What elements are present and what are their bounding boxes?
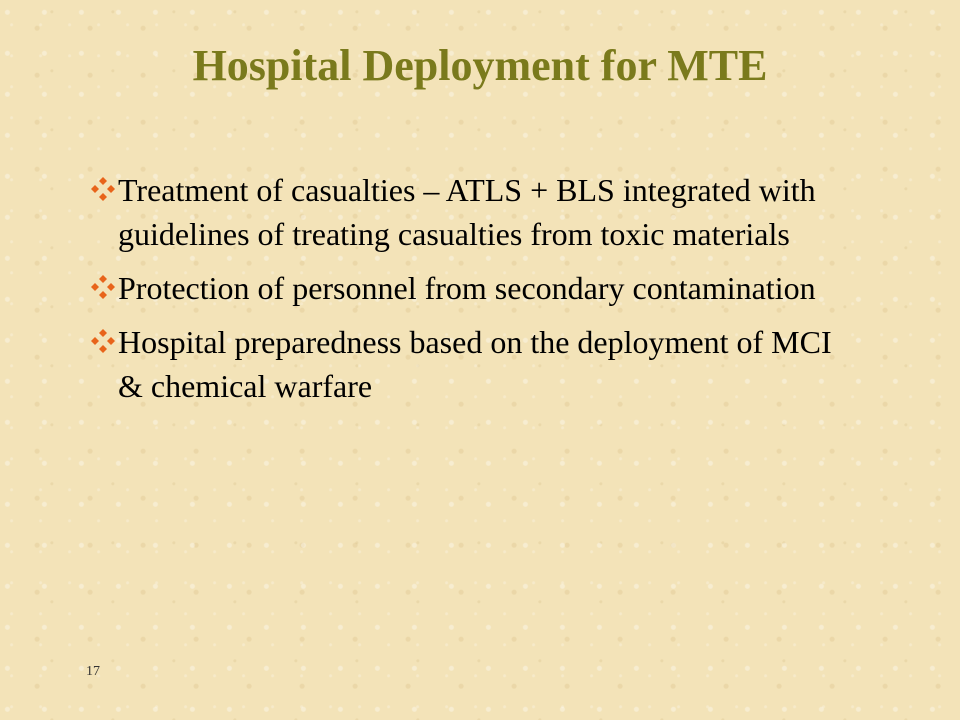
bullet-item xyxy=(88,168,848,256)
slide-title: Hospital Deployment for MTE xyxy=(192,41,768,90)
diamond-bullet-icon xyxy=(88,272,118,302)
page-number: 17 xyxy=(86,664,100,679)
diamond-bullet-icon xyxy=(88,326,118,356)
bullet-list xyxy=(88,168,848,418)
bullet-item xyxy=(88,320,848,408)
diamond-bullet-icon xyxy=(88,174,118,204)
bullet-text: Protection of personnel from secondary contamination xyxy=(118,270,816,306)
bullet-text: Treatment of casualties – ATLS + BLS integrated with guidelines of treating casualties from toxic materials xyxy=(118,172,816,252)
bullet-item xyxy=(88,266,848,310)
bullet-text: Hospital preparedness based on the deployment of MCI & chemical warfare xyxy=(118,324,832,404)
